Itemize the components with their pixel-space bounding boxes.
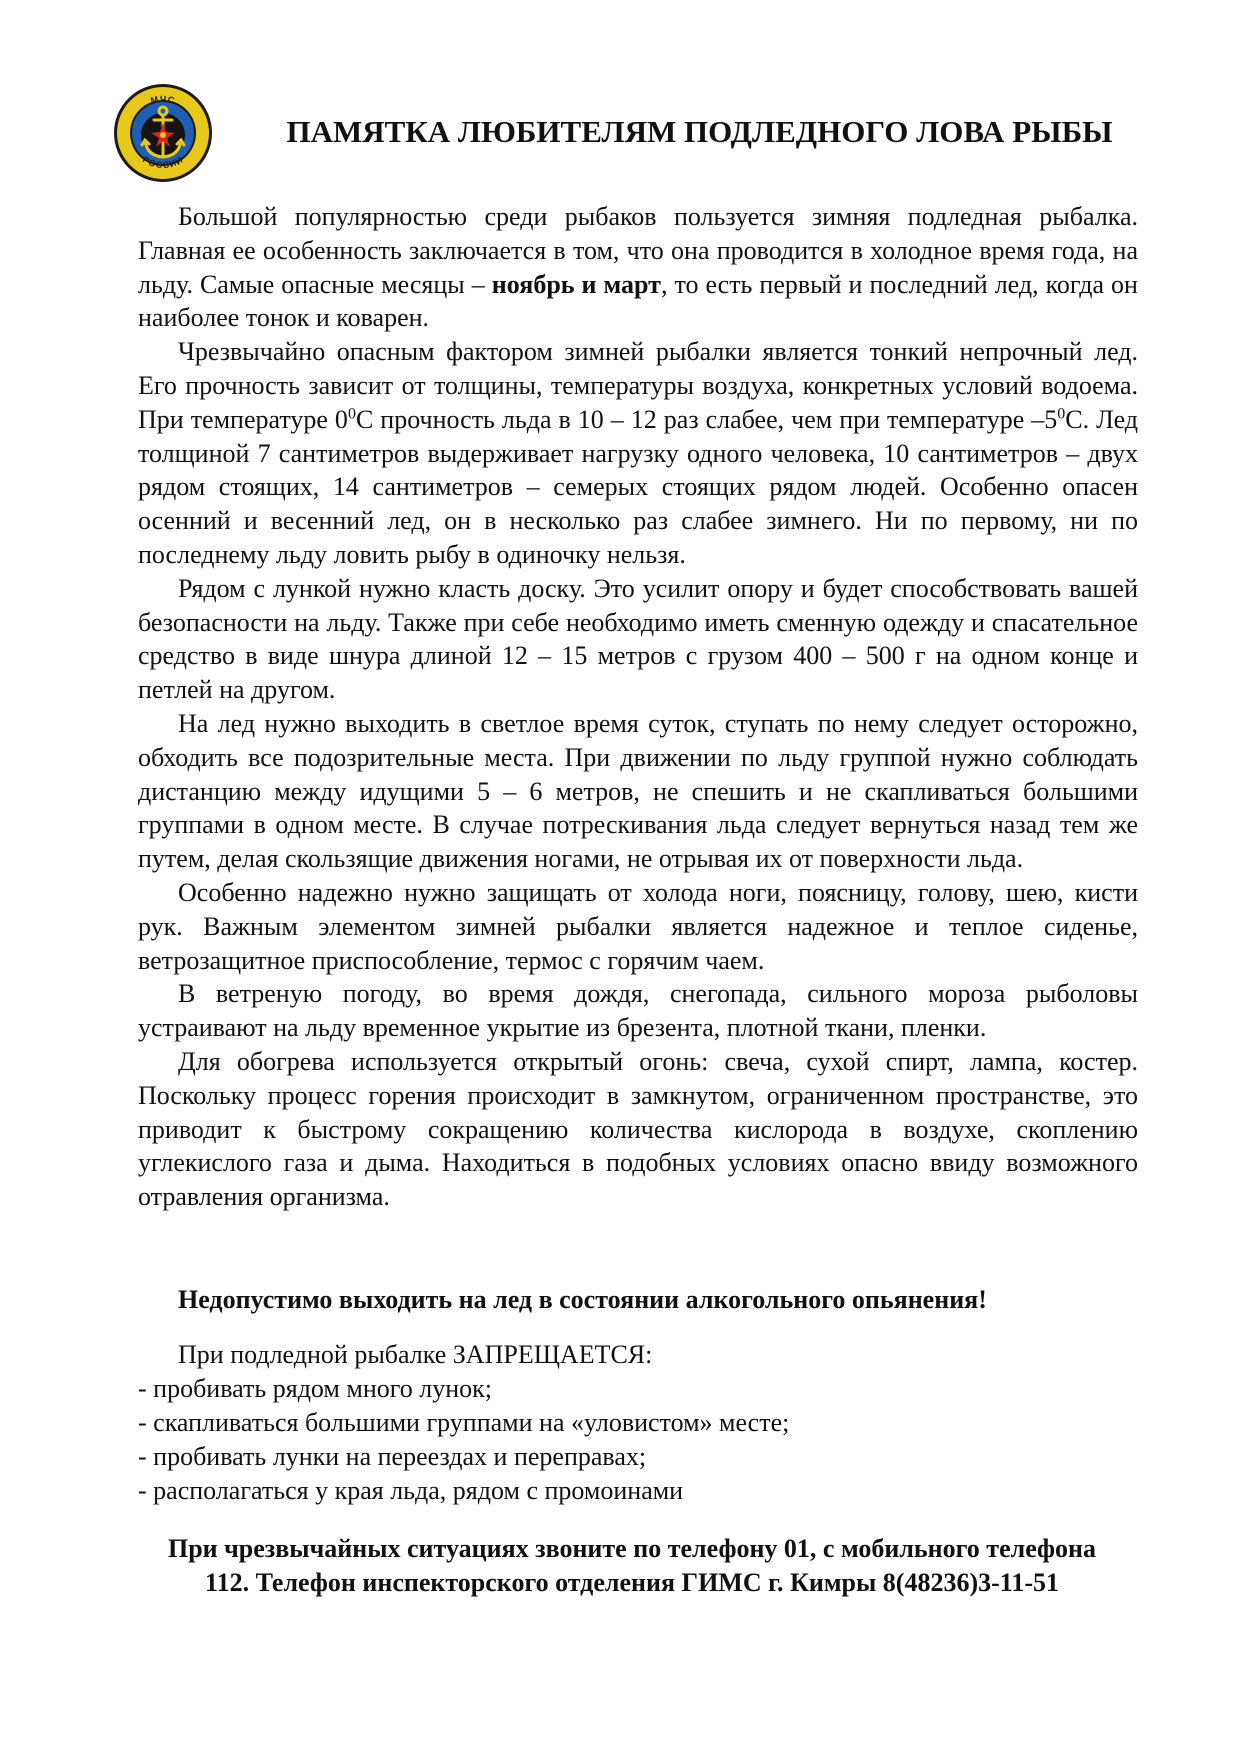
- paragraph-2-part3: С. Лед толщиной 7 сантиметров выдерживает нагрузку одного человека, 10 сантиметров – двух рядом стоящих, 14 сантиметров – семерых стоящих рядом людей. Особенно опасен осенний и весенний лед, он в несколько раз слабее зимнего. Ни по первому, ни по последнему льду ловить рыбу в одиночку нельзя.: [138, 404, 1138, 569]
- list-item: - скапливаться большими группами на «уловистом» месте;: [138, 1408, 790, 1437]
- degree-sup-2: 0: [1057, 405, 1066, 423]
- emblem-top-text: МЧС: [149, 93, 177, 106]
- paragraph-2-part1: Чрезвычайно опасным фактором зимней рыбалки является тонкий непрочный лед. Его прочность зависит от толщины, температуры воздуха, конкретных условий водоема. При температуре 0: [138, 337, 1138, 434]
- paragraph-6: В ветреную погоду, во время дождя, снегопада, сильного мороза рыболовы устраивают на льду временное укрытие из брезента, плотной ткани, пленки.: [138, 979, 1138, 1043]
- paragraph-2-part2: С прочность льда в 10 – 12 раз слабее, чем при температуре –5: [355, 404, 1058, 434]
- forbidden-heading: При подледной рыбалке ЗАПРЕЩАЕТСЯ:: [178, 1340, 653, 1369]
- paragraph-5: Особенно надежно нужно защищать от холода ноги, поясницу, голову, шею, кисти рук. Важным элементом зимней рыбалки является надежное и теплое сиденье, ветрозащитное приспособление, термос с горячим чаем.: [138, 877, 1138, 975]
- mchs-emblem-icon: [112, 82, 214, 184]
- list-item: - располагаться у края льда, рядом с промоинами: [138, 1476, 684, 1505]
- paragraph-1: [138, 200, 1138, 335]
- degree-sup-1: 0: [347, 405, 356, 423]
- paragraph-1-text-end: , то есть первый и последний лед, когда он наиболее тонок и коварен.: [138, 269, 1138, 333]
- paragraph-2: [138, 335, 1138, 572]
- forbidden-list: [138, 1372, 1138, 1508]
- memo-body: [138, 200, 1138, 1214]
- forbidden-section: [138, 1338, 1138, 1508]
- alcohol-warning: Недопустимо выходить на лед в состоянии алкогольного опьянения!: [178, 1285, 987, 1314]
- paragraph-3: Рядом с лункой нужно класть доску. Это усилит опору и будет способствовать вашей безопасности на льду. Также при себе необходимо иметь сменную одежду и спасательное средство в виде шнура длиной 12 – 15 метров с грузом 400 – 500 г на одном конце и петлей на другом.: [138, 573, 1138, 705]
- dangerous-months: ноябрь и март: [491, 269, 661, 299]
- page-title: ПАМЯТКА ЛЮБИТЕЛЯМ ПОДЛЕДНОГО ЛОВА РЫБЫ: [286, 114, 1113, 149]
- emblem-bottom-text: РОССИИ: [140, 154, 186, 171]
- paragraph-4: На лед нужно выходить в светлое время суток, ступать по нему следует осторожно, обходить все подозрительные места. При движении по льду группой нужно соблюдать дистанцию между идущими 5 – 6 метров, не спешить и не скапливаться большими группами в одном месте. В случае потрескивания льда следует вернуться назад тем же путем, делая скользящие движения ногами, не отрывая их от поверхности льда.: [138, 708, 1138, 874]
- list-item: - пробивать рядом много лунок;: [138, 1374, 493, 1403]
- emergency-line-2: 112. Телефон инспекторского отделения ГИМС г. Кимры 8(48236)3-11-51: [205, 1568, 1059, 1597]
- emergency-contacts: [112, 1532, 1152, 1600]
- paragraph-1-text: Большой популярностью среди рыбаков пользуется зимняя подледная рыбалка. Главная ее особенность заключается в том, что она проводится в холодное время года, на льду. Самые опасные месяцы –: [138, 202, 1138, 299]
- emergency-line-1: При чрезвычайных ситуациях звоните по телефону 01, с мобильного телефона: [167, 1534, 1097, 1563]
- header: [112, 82, 1152, 192]
- paragraph-7: Для обогрева используется открытый огонь: свеча, сухой спирт, лампа, костер. Поскольку процесс горения происходит в замкнутом, ограниченном пространстве, это приводит к быстрому сокращению количества кислорода в воздухе, скоплению углекислого газа и дыма. Находиться в подобных условиях опасно ввиду возможного отравления организма.: [138, 1046, 1138, 1212]
- list-item: - пробивать лунки на переездах и переправах;: [138, 1442, 647, 1471]
